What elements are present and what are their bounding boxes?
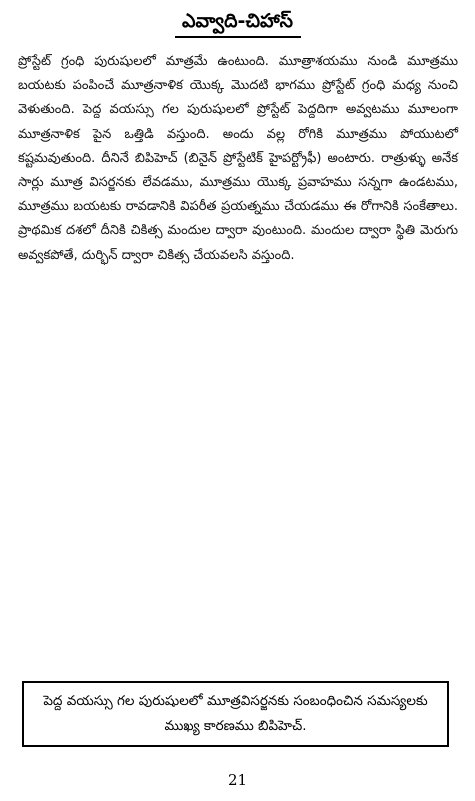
callout-text: పెద్ద వయస్సు గల పురుషులలో మూత్రవిసర్జనకు సంబంధించిన సమస్యలకు ముఖ్య కారణము బిపిహెచ్. <box>43 693 428 734</box>
page-number: 21 <box>227 771 248 789</box>
page-title: ఎవ్వాది-చిహాస్ <box>182 10 293 32</box>
callout-box <box>22 681 449 747</box>
body-paragraph: ప్రోస్టేట్ గ్రంధి పురుషులలో మాత్రమే ఉంటుంది. మూత్రాశయము నుండి మూత్రము బయటకు పంపించే మూత్రనాళిక యొక్క మొదటి భాగము ప్రోస్టేట్ గ్రంధి మధ్య నుంచి వెళుతుంది. పెద్ద వయస్సు గల పురుషులలో ప్రోస్టేట్ పెద్దదిగా అవ్వటము మూలంగా మూత్రనాళిక పైన ఒత్తిడి వస్తుంది. అందు వల్ల రోగికి మూత్రము పోయుటలో కష్టమవుతుంది. దీనినే బిపిహెచ్ (బినైన్ ప్రోస్టేటిక్ హైపర్ట్రోఫీ) అంటారు. రాత్రుళ్ళు అనేక సార్లు మూత్ర విసర్జనకు లేవడము, మూత్రము యొక్క ప్రవాహము సన్నగా ఉండటము, మూత్రము బయటకు రావడానికి విపరీత ప్రయత్నము చేయడము ఈ రోగానికి సంకేతాలు. ప్రాథమిక దశలో దీనికి చికిత్స మందుల ద్వారా వుంటుంది. మందుల ద్వారా స్థితి మెరుగు అవ్వకపోతే, దుర్భిన్ ద్వారా చికిత్స చేయవలసి వస్తుంది. <box>18 54 458 263</box>
title-underline <box>175 36 301 38</box>
